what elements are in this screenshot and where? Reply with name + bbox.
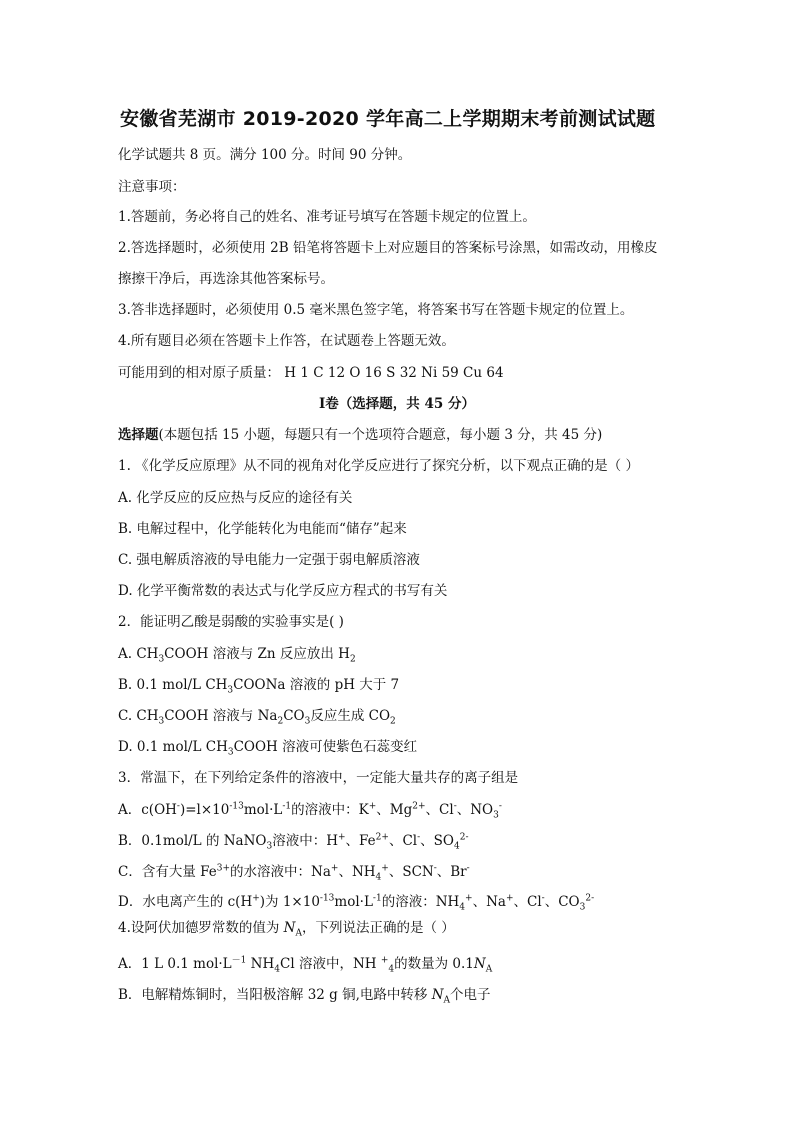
- question-4-stem: 4.设阿伏加德罗常数的值为 $N_A$，下列说法正确的是（ ）: [118, 920, 455, 939]
- question-3-option-d: D．水电离产生的 c(H+)为 $1\times 10^{-13}mol\cdot L^{-1}$的溶液：$NH_4^+$、Na+、Cl-、$CO_3^{2-}$: [118, 893, 595, 913]
- question-2-option-b: B. 0.1 mol/L $CH_3COONa$ 溶液的 pH 大于 7: [118, 677, 400, 696]
- question-3-option-b: B．0.1mol/L 的 NaNO$_3$溶液中：H+、$Fe^{2+}$、Cl-、$SO_4^{2-}$: [118, 832, 469, 852]
- notice-item: 3.答非选择题时，必须使用 0.5 毫米黑色签字笔，将答案书写在答题卡规定的位置上。: [118, 302, 634, 318]
- notice-item: 1.答题前，务必将自己的姓名、准考证号填写在答题卡规定的位置上。: [118, 209, 536, 225]
- notice-heading: 注意事项：: [118, 179, 186, 195]
- question-4-option-a: A．1 L 0.1 $mol\cdot L^{-1}$ $NH_4Cl$ 溶液中，NH +$_4$的数量为 $0.1N_A$: [118, 955, 493, 975]
- atomic-masses: 可能用到的相对原子质量： H 1 C 12 O 16 S 32 Ni 59 Cu 64: [118, 365, 504, 381]
- question-2-option-a: A. $CH_3COOH$ 溶液与 Zn 反应放出 $H_2$: [118, 646, 356, 665]
- question-2-option-d: D. 0.1 mol/L $CH_3COOH$ 溶液可使紫色石蕊变红: [118, 739, 418, 758]
- question-1-option-c: C. 强电解质溶液的导电能力一定强于弱电解质溶液: [118, 552, 420, 568]
- section-intro: [118, 426, 602, 444]
- question-3-option-c: C．含有大量 $Fe^{3+}$的水溶液中：Na+、$NH_4^+$、SCN-、Br-: [118, 863, 470, 883]
- section-intro-label: 选择题: [118, 427, 159, 443]
- notice-item: 4.所有题目必须在答题卡上作答，在试题卷上答题无效。: [118, 333, 455, 349]
- exam-info: 化学试题共 8 页。满分 100 分。时间 90 分钟。: [118, 147, 412, 163]
- question-3-option-a: A．$c(OH^-)=l\times 10^{-13}mol\cdot L^{-1}$的溶液中：K+、$Mg^{2+}$、Cl-、$NO_3^-$: [118, 801, 502, 821]
- question-1-stem: 1. 《化学反应原理》从不同的视角对化学反应进行了探究分析，以下观点正确的是（ ）: [118, 458, 639, 474]
- question-2-option-c: C. $CH_3COOH$ 溶液与 $Na_2CO_3$反应生成 $CO_2$: [118, 708, 396, 727]
- question-1-option-a: A. 化学反应的反应热与反应的途径有关: [118, 490, 353, 506]
- section-title: Ⅰ卷（选择题，共 45 分）: [318, 396, 475, 412]
- notice-item: 擦擦干净后，再选涂其他答案标号。: [118, 271, 334, 287]
- question-2-stem: 2．能证明乙酸是弱酸的实验事实是( ): [118, 614, 344, 630]
- section-intro-text: (本题包括 15 小题，每题只有一个选项符合题意，每小题 3 分，共 45 分): [158, 427, 603, 443]
- question-4-option-b: B．电解精炼铜时，当阳极溶解 32 g 铜,电路中转移 $N_A$个电子: [118, 987, 491, 1006]
- question-1-option-d: D. 化学平衡常数的表达式与化学反应方程式的书写有关: [118, 583, 448, 599]
- notice-item: 2.答选择题时，必须使用 2B 铅笔将答题卡上对应题目的答案标号涂黑，如需改动，用橡皮: [118, 240, 658, 256]
- question-1-option-b: B. 电解过程中，化学能转化为电能而“储存”起来: [118, 521, 407, 537]
- document-title: 安徽省芜湖市 2019-2020 学年高二上学期期末考前测试试题: [120, 108, 656, 130]
- question-3-stem: 3．常温下，在下列给定条件的溶液中，一定能大量共存的离子组是: [118, 770, 519, 786]
